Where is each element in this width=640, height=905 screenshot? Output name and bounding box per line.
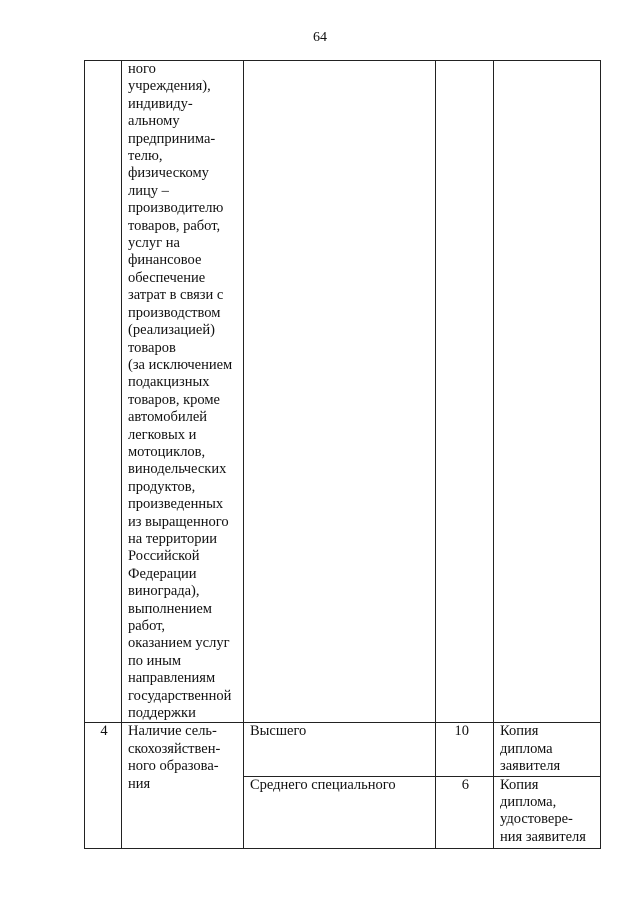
row4-option2-document-cell — [494, 776, 601, 848]
continuation-score-cell — [436, 61, 494, 723]
row4-option1-level: Высшего — [250, 723, 307, 740]
row4-number-cell — [85, 723, 122, 848]
continuation-criterion-text: ного учреждения), индивиду- альному предпринима- телю, физическому лицу – производителю товаров, работ, услуг на финансовое обеспечение затрат в связи с производством (реализацией) товаров (за исключением подакцизных товаров, кроме автомобилей легковых и мотоциклов, винодельческих продуктов, произведенных из выращенного на территории Российской Федерации винограда), выполнением работ, оказанием услуг по иным направлениям государственной поддержки — [128, 61, 233, 722]
row4-option2-document: Копия диплома, удостовере- ния заявителя — [500, 776, 586, 845]
continuation-number-cell — [85, 61, 122, 723]
criteria-table — [84, 60, 601, 849]
row4-option2-score-cell — [436, 776, 494, 848]
row4-option1-score-cell — [436, 723, 494, 776]
continuation-document-cell — [494, 61, 601, 723]
row4-option1-level-cell — [244, 723, 436, 776]
row4-option1-score: 10 — [454, 723, 469, 740]
table-row-4-higher — [85, 723, 601, 776]
row4-option2-level-cell — [244, 776, 436, 848]
table-row-continuation — [85, 61, 601, 723]
row4-option1-document: Копия диплома заявителя — [500, 723, 561, 775]
row4-criterion: Наличие сель- скохозяйствен- ного образова- ния — [128, 723, 221, 792]
continuation-level-cell — [244, 61, 436, 723]
continuation-criterion-cell — [122, 61, 244, 723]
row4-option1-document-cell — [494, 723, 601, 776]
row4-number: 4 — [100, 723, 108, 740]
row4-option2-score: 6 — [461, 776, 469, 793]
row4-criterion-cell — [122, 723, 244, 848]
row4-option2-level: Среднего специального — [250, 776, 396, 793]
page-number: 64 — [313, 30, 327, 45]
